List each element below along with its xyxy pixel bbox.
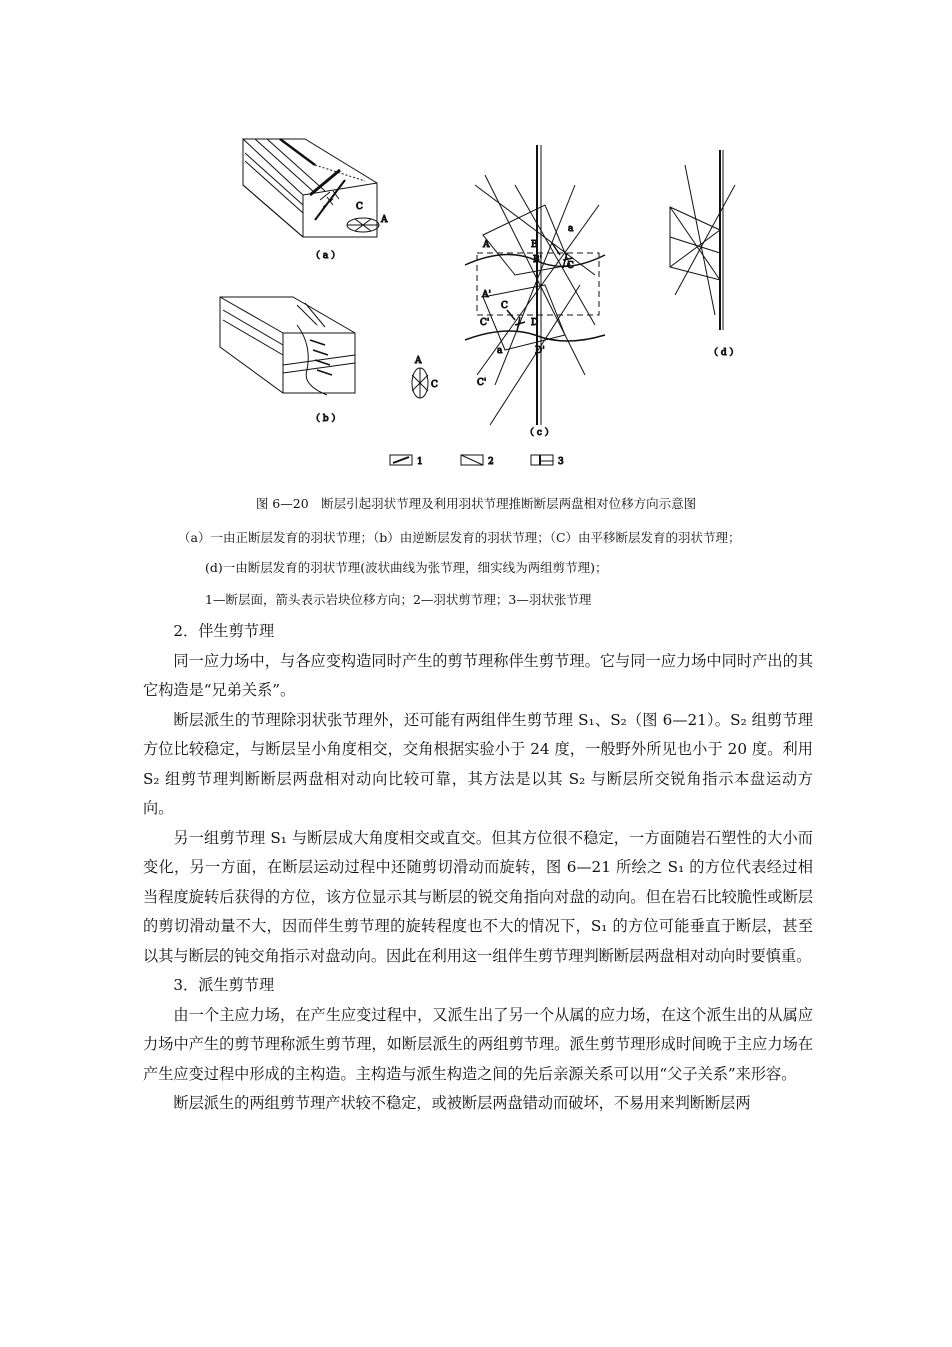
label-c-A: A <box>483 240 490 250</box>
label-c-C2: C <box>501 301 508 311</box>
figure-caption-line: 1—断层面，箭头表示岩块位移方向；2—羽状剪节理；3—羽状张节理 <box>205 592 592 607</box>
body-text <box>143 617 813 1119</box>
label-c-Aprime: A' <box>482 290 491 300</box>
panel-b-label: （ b ） <box>311 414 341 424</box>
label-c-Cprime2: C' <box>477 378 487 388</box>
section-heading: 3．派生剪节理 <box>173 976 275 994</box>
label-c-Bprime: B' <box>533 255 543 265</box>
label-a-A: A <box>381 215 388 225</box>
label-c-a: a <box>568 224 574 234</box>
legend-label-2: 2 <box>488 457 494 467</box>
paragraph: 同一应力场中，与各应变构造同时产生的剪节理称伴生剪节理。它与同一应力场中同时产出的其它构造是“兄弟关系”。 <box>143 651 813 699</box>
label-c-B: B <box>531 240 538 250</box>
label-b-A: A <box>415 356 422 366</box>
paragraph: 由一个主应力场，在产生应变过程中，又派生出了另一个从属的应力场，在这个派生出的从属应力场中产生的剪节理称派生剪节理，如断层派生的两组剪节理。派生剪节理形成时间晚于主应力场在产生应变过程中形成的主构造。主构造与派生构造之间的先后亲源关系可以用“父子关系”来形容。 <box>143 1005 813 1083</box>
label-c-D: D <box>531 318 539 328</box>
figure-caption-line: (d)一由断层发育的羽状节理(波状曲线为张节理，细实线为两组剪节理)； <box>205 560 608 575</box>
panel-b-diagram <box>220 297 428 398</box>
label-c-a2: a <box>497 346 503 356</box>
panel-c-label: （ c ） <box>525 428 554 438</box>
legend-label-3: 3 <box>558 457 564 467</box>
figure-6-20 <box>215 125 763 480</box>
panel-d-label: （ d ） <box>709 348 739 358</box>
figure-caption-title: 图 6—20 断层引起羽状节理及利用羽状节理推断断层两盘相对位移方向示意图 <box>255 496 697 511</box>
legend-label-1: 1 <box>417 457 423 467</box>
label-c-Cprime: C' <box>480 318 490 328</box>
paragraph: 另一组剪节理 S₁ 与断层成大角度相交或直交。但其方位很不稳定，一方面随岩石塑性的大小而变化，另一方面，在断层运动过程中还随剪切滑动而旋转，图 6—21 所绘之 S₁ 的方位代表经过相当程度旋转后获得的方位，该方位显示其与断层的锐交角指向对盘的动向。但在岩石比较脆性或断层的剪切滑动量不大，因而伴生剪节理的旋转程度也不大的情况下，S₁ 的方位可能垂直于断层，甚至以其与断层的钝交角指示对盘动向。因此在利用这一组伴生剪节理判断断层两盘相对动向时要慎重。 <box>143 828 813 965</box>
panel-a-diagram <box>243 139 379 237</box>
paragraph: 断层派生的两组剪节理产状较不稳定，或被断层两盘错动而破坏，不易用来判断断层两 <box>173 1094 751 1112</box>
section-heading: 2．伴生剪节理 <box>173 622 275 640</box>
panel-a-label: （ a ） <box>311 251 341 261</box>
figure-caption-line: （a）一由正断层发育的羽状节理；（b）由逆断层发育的羽状节理；（C）由平移断层发育的羽状节理； <box>178 530 741 545</box>
label-c-Dprime: D' <box>535 346 545 356</box>
panel-d-diagram <box>670 150 735 330</box>
label-a-C: C <box>356 202 363 212</box>
label-c-C: C <box>567 261 574 271</box>
paragraph: 断层派生的节理除羽状张节理外，还可能有两组伴生剪节理 S₁、S₂（图 6—21）。S₂ 组剪节理方位比较稳定，与断层呈小角度相交，交角根据实验小于 24 度，一般野外所见也小于 20 度。利用 S₂ 组剪节理判断断层两盘相对动向比较可靠，其方法是以其 S₂ 与断层所交锐角指示本盘运动方向。 <box>143 710 813 817</box>
label-b-C: C <box>431 380 438 390</box>
figure-legend <box>390 455 553 465</box>
